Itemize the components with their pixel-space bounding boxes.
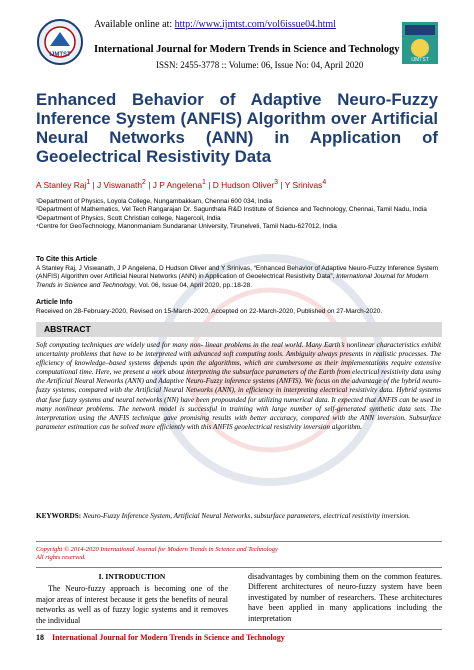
page-footer [36,633,285,642]
abstract-text: Soft computing techniques are widely used for many non- linear problems in the real world. Many Earth’s nonlinear characteristics exhibit uncertainty problems that have to be interpreted with advanced soft computing tools. Ambiguity always presents in realistic processes. The efficiency of knowledge–based systems depends upon the algorithms, which are cumbersome as their implementations require extensive computational time. Here, we present a work about interpreting the subsurface parameters of the Earth from electrical resistivity data using the Artificial Neural Networks (ANN) and Adaptive Neuro-Fuzzy inference systems (ANFIS). We focus on the advantage of the hybrid neuro-fuzzy systems, compared with the Artificial Neural Networks (ANN), in efficiency in interpreting electrical resistivity data. Hybrid systems that fuse fuzzy systems and neural networks (NN) have been propounded for utilizing numerical data. It expected that ANFIS can be used in many nonlinear problems. The network model is successful in training with large number of self-generated synthetic data sets. The interpretation using the ANFIS technique gave promising results with better accuracy, compared with the ANN inversion. Subsurface parameter estimation can be solved more efficiently with this ANFIS geoelectrical resistivity inversion algorithm. [36,341,441,431]
author-4-sup: 3 [274,179,279,186]
affiliation-3: ³Department of Physics, Scott Christian college, Nagercoil, India [36,214,221,222]
author-3-sup: 1 [201,179,206,186]
article-info-text: Received on 28-February-2020, Revised on 15-March-2020, Accepted on 22-March-2020, Published on 27-March-2020. [36,308,383,315]
copyright [36,546,442,562]
copyright-line-2: All rights reserved. [36,554,86,562]
page-number: 18 [36,633,44,642]
journal-title: International Journal for Modern Trends in Science and Technology [94,44,400,55]
author-3[interactable]: J P Angelena [152,179,202,190]
footer-divider [36,629,442,630]
author-1[interactable]: A Stanley Raj [36,179,87,190]
author-separator: | [92,179,95,190]
cite-heading: To Cite this Article [36,256,98,263]
keywords-text: Neuro-Fuzzy Inference System, Artificial Neural Networks, subsurface parameters, electrical resistivity inversion. [81,512,411,520]
intro-column-1 [36,572,228,626]
copyright-line-1: Copyright © 2014-2020 International Journal for Modern Trends in Science and Technology [36,546,278,553]
divider [36,541,442,542]
keywords-label: KEYWORDS: [36,512,82,520]
cite-plain: A Stanley Raj, J Viswanath, J P Angelena, D Hudson Oliver and Y Srinivas, “Enhanced Behavior of Adaptive Neuro-Fuzzy Inference System (ANFIS) Algorithm over Artificial Neural Networks (ANN) in Application of Geoelectrical Resistivity Data”, [36,265,439,281]
author-separator: | [208,179,211,190]
affiliation-4: ⁴Centre for GeoTechnology, Manonmaniam Sundaranar University, Tirunelveli, Tamil Nadu-627012, India [36,223,337,231]
journal-url-link[interactable]: http://www.ijmtst.com/vol6issue04.html [174,19,336,30]
author-4[interactable]: D Hudson Oliver [212,179,275,190]
abstract-heading: ABSTRACT [44,324,91,334]
author-2-sup: 2 [142,179,146,186]
right-logo-text: IJMTST [411,57,429,63]
issn-line: ISSN: 2455-3778 :: Volume: 06, Issue No: 04, April 2020 [156,60,364,70]
footer-journal: International Journal for Modern Trends in Science and Technology [52,633,285,642]
journal-cover-icon [402,22,438,64]
cite-end: , Vol. 06, Issue 04, April 2020, pp.:18-28. [135,281,253,289]
article-info-heading: Article Info [36,299,73,306]
author-1-sup: 1 [86,179,91,186]
abstract-bar [36,322,442,337]
keywords [36,512,441,521]
journal-header [36,16,438,78]
journal-logo-icon [36,18,84,66]
paper-title: Enhanced Behavior of Adaptive Neuro-Fuzzy Inference System (ANFIS) Algorithm over Artificial Neural Networks (ANN) in Application of Geoelectrical Resistivity Data [36,90,438,166]
author-5-sup: 4 [322,179,327,186]
cite-text [36,265,442,290]
intro-col2-text: disadvantages by combining them on the common features. Different architectures of neuro-fuzzy system have been investigated by number of researchers. These architectures have been applied in many applications including the interpretation [248,572,442,623]
author-5[interactable]: Y Srinivas [284,179,323,190]
author-list [36,179,441,190]
intro-heading: I. INTRODUCTION [98,572,166,581]
author-2[interactable]: J Viswanath [97,179,143,190]
author-separator: | [280,179,283,190]
intro-col1-text: The Neuro-fuzzy approach is becoming one of the major areas of interest because it gets the benefits of neural networks as well as of fuzzy logic systems and it removes the individual [36,584,228,625]
author-separator: | [148,179,151,190]
cite-journal: International Journal for Modern Trends in Science and Technology [36,273,429,289]
affiliations [36,198,446,232]
availability-line [94,19,336,30]
affiliation-2: ²Department of Mathematics, Vel Tech Rangarajan Dr. Sagunthala R&D Institute of Science and Technology, Chennai, Tamil Nadu, India [36,206,427,214]
divider [36,567,442,568]
available-label: Available online at: [94,19,173,30]
affiliation-1: ¹Department of Physics, Loyola College, Nungambakkam, Chennai 600 034, India [36,198,272,205]
left-logo-text: IJMTST [49,52,71,58]
intro-column-2 [248,572,442,624]
